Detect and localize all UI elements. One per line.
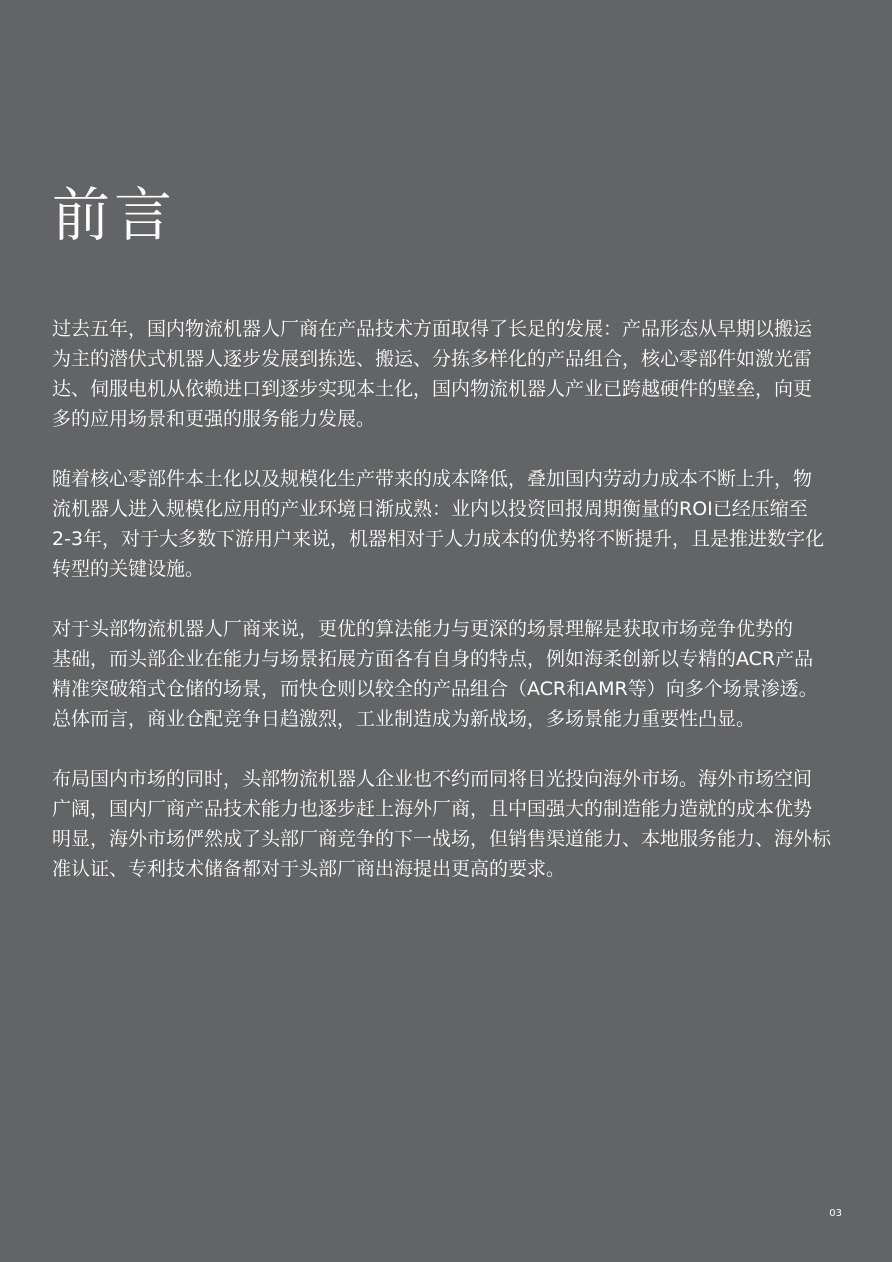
paragraph-line: 随着核心零部件本土化以及规模化生产带来的成本降低，叠加国内劳动力成本不断上升，物 <box>52 468 813 490</box>
paragraph-4 <box>52 764 842 884</box>
paragraph-1 <box>52 314 842 434</box>
paragraph-line: 明显，海外市场俨然成了头部厂商竞争的下一战场，但销售渠道能力、本地服务能力、海外标 <box>52 828 832 850</box>
paragraph-line: 对于头部物流机器人厂商来说，更优的算法能力与更深的场景理解是获取市场竞争优势的 <box>52 618 794 640</box>
paragraph-2 <box>52 464 842 584</box>
page-number: 03 <box>829 1208 842 1219</box>
paragraph-line: 基础，而头部企业在能力与场景拓展方面各有自身的特点，例如海柔创新以专精的ACR产品 <box>52 648 814 670</box>
paragraph-line: 流机器人进入规模化应用的产业环境日渐成熟：业内以投资回报周期衡量的ROI已经压缩至 <box>52 498 808 520</box>
paragraph-line: 过去五年，国内物流机器人厂商在产品技术方面取得了长足的发展：产品形态从早期以搬运 <box>52 318 813 340</box>
paragraph-line: 精准突破箱式仓储的场景，而快仓则以较全的产品组合（ACR和AMR等）向多个场景渗透。 <box>52 678 818 700</box>
page-title: 前言 <box>52 181 177 249</box>
paragraph-3 <box>52 614 842 734</box>
paragraph-line: 广阔，国内厂商产品技术能力也逐步赶上海外厂商，且中国强大的制造能力造就的成本优势 <box>52 798 813 820</box>
paragraph-line: 为主的潜伏式机器人逐步发展到拣选、搬运、分拣多样化的产品组合，核心零部件如激光雷 <box>52 348 813 370</box>
paragraph-line: 多的应用场景和更强的服务能力发展。 <box>52 408 376 430</box>
paragraph-line: 达、伺服电机从依赖进口到逐步实现本土化，国内物流机器人产业已跨越硬件的壁垒，向更 <box>52 378 813 400</box>
paragraph-line: 2-3年，对于大多数下游用户来说，机器相对于人力成本的优势将不断提升，且是推进数字化 <box>52 528 825 550</box>
paragraph-line: 总体而言，商业仓配竞争日趋激烈，工业制造成为新战场，多场景能力重要性凸显。 <box>52 708 756 730</box>
paragraph-line: 准认证、专利技术储备都对于头部厂商出海提出更高的要求。 <box>52 858 566 880</box>
paragraph-line: 布局国内市场的同时，头部物流机器人企业也不约而同将目光投向海外市场。海外市场空间 <box>52 768 813 790</box>
preface-body <box>52 314 842 914</box>
paragraph-line: 转型的关键设施。 <box>52 558 205 580</box>
